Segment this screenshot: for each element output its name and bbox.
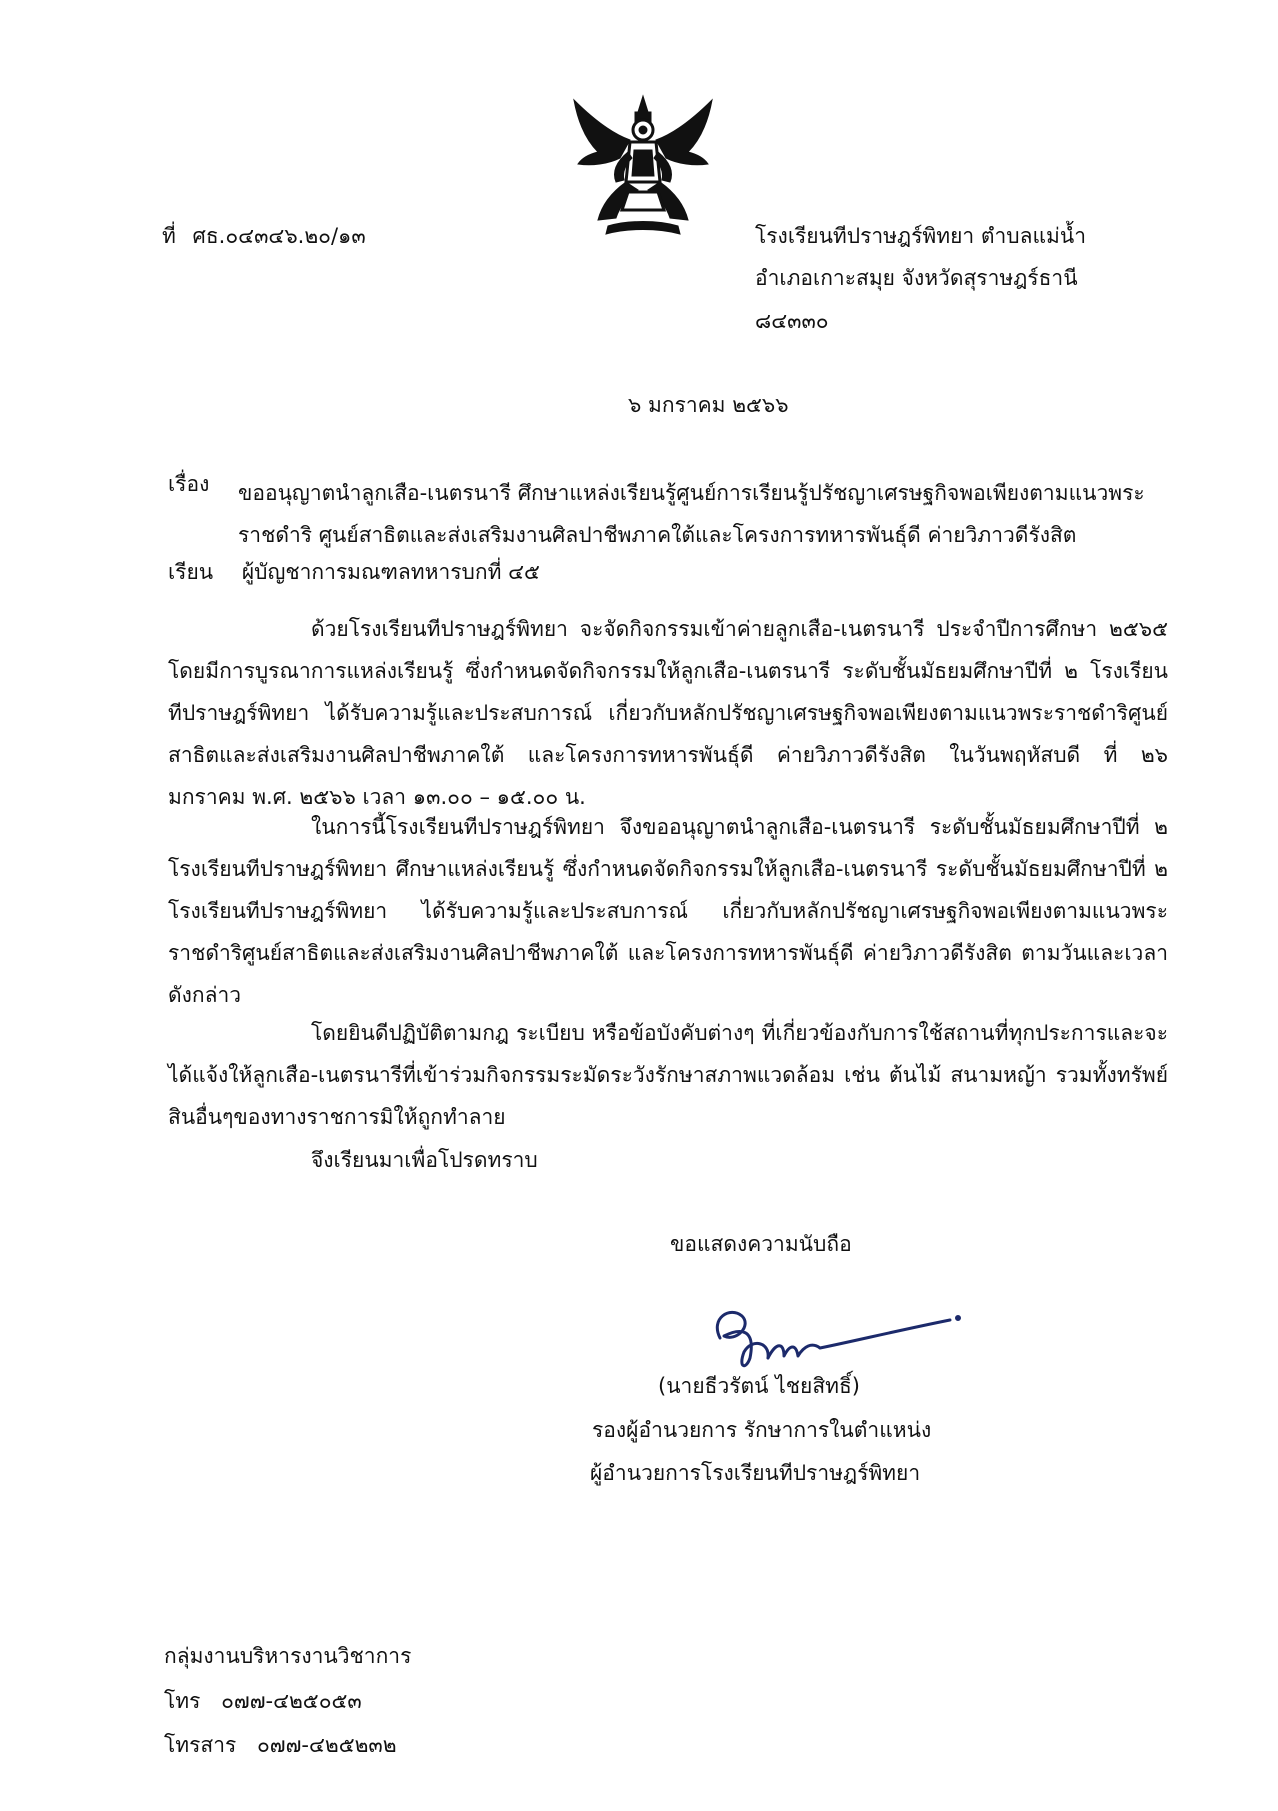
footer-phone-label: โทร [164,1689,201,1713]
body-paragraph-1: ด้วยโรงเรียนทีปราษฎร์พิทยา จะจัดกิจกรรมเข้าค่ายลูกเสือ-เนตรนารี ประจำปีการศึกษา ๒๕๖๕ โดยมีการบูรณาการแหล่งเรียนรู้ ซึ่งกำหนดจัดกิจกรรมให้ลูกเสือ-เนตรนารี ระดับชั้นมัธยมศึกษาปีที่ ๒ โรงเรียนทีปราษฎร์พิทยา ได้รับความรู้และประสบการณ์ เกี่ยวกับหลักปรัชญาเศรษฐกิจพอเพียงตามแนวพระราชดำริศูนย์สาธิตและส่งเสริมงานศิลปาชีพภาคใต้ และโครงการทหารพันธุ์ดี ค่ายวิภาวดีรังสิต ในวันพฤหัสบดี ที่ ๒๖ มกราคม พ.ศ. ๒๕๖๖ เวลา ๑๓.๐๐ – ๑๕.๐๐ น. [168,617,1168,809]
footer-fax-number: ๐๗๗-๔๒๕๒๓๒ [256,1733,397,1757]
recipient-name: ผู้บัญชาการมณฑลทหารบกที่ ๔๕ [241,560,540,584]
signer-title-line-2: ผู้อำนวยการโรงเรียนทีปราษฎร์พิทยา [590,1461,921,1485]
footer-fax-label: โทรสาร [164,1733,237,1757]
subject-text: ขออนุญาตนำลูกเสือ-เนตรนารี ศึกษาแหล่งเรียนรู้ศูนย์การเรียนรู้ปรัชญาเศรษฐกิจพอเพียงตามแนวพระราชดำริ ศูนย์สาธิตและส่งเสริมงานศิลปาชีพภาคใต้และโครงการทหารพันธุ์ดี ค่ายวิภาวดีรังสิต [238,481,1145,547]
sender-address-line-1: โรงเรียนทีปราษฎร์พิทยา ตำบลแม่น้ำ [755,224,1087,248]
signer-name: (นายธีวรัตน์ ไชยสิทธิ์) [658,1374,860,1398]
footer-phone-number: ๐๗๗-๔๒๕๐๕๓ [221,1689,362,1713]
subject-label: เรื่อง [168,472,210,496]
footer-fax-row [164,1733,397,1758]
signer-title-line-1: รองผู้อำนวยการ รักษาการในตำแหน่ง [592,1418,932,1442]
footer-phone-row [164,1689,362,1714]
sender-postcode: ๘๔๓๓๐ [755,309,829,333]
reference-number: ศธ.๐๔๓๔๖.๒๐/๑๓ [192,224,366,248]
closing-request: จึงเรียนมาเพื่อโปรดทราบ [311,1148,538,1172]
recipient-row [168,560,540,585]
reference-label: ที่ [162,224,176,248]
garuda-emblem-icon [568,92,718,242]
sender-address-line-2: อำเภอเกาะสมุย จังหวัดสุราษฎร์ธานี [755,266,1078,290]
letter-date: ๖ มกราคม ๒๕๖๖ [628,393,789,417]
recipient-label: เรียน [168,560,214,584]
footer-department: กลุ่มงานบริหารงานวิชาการ [164,1644,412,1668]
complimentary-close: ขอแสดงความนับถือ [670,1232,852,1256]
body-paragraph-3: โดยยินดีปฏิบัติตามกฎ ระเบียบ หรือข้อบังคับต่างๆ ที่เกี่ยวข้องกับการใช้สถานที่ทุกประการและจะได้แจ้งให้ลูกเสือ-เนตรนารีที่เข้าร่วมกิจกรรมระมัดระวังรักษาสภาพแวดล้อม เช่น ต้นไม้ สนามหญ้า รวมทั้งทรัพย์สินอื่นๆของทางราชการมิให้ถูกทำลาย [168,1021,1168,1129]
body-paragraph-2: ในการนี้โรงเรียนทีปราษฎร์พิทยา จึงขออนุญาตนำลูกเสือ-เนตรนารี ระดับชั้นมัธยมศึกษาปีที่ ๒ โรงเรียนทีปราษฎร์พิทยา ศึกษาแหล่งเรียนรู้ ซึ่งกำหนดจัดกิจกรรมให้ลูกเสือ-เนตรนารี ระดับชั้นมัธยมศึกษาปีที่ ๒ โรงเรียนทีปราษฎร์พิทยา ได้รับความรู้และประสบการณ์ เกี่ยวกับหลักปรัชญาเศรษฐกิจพอเพียงตามแนวพระราชดำริศูนย์สาธิตและส่งเสริมงานศิลปาชีพภาคใต้ และโครงการทหารพันธุ์ดี ค่ายวิภาวดีรังสิต ตามวันและเวลาดังกล่าว [168,815,1168,1007]
reference-row [162,224,366,249]
